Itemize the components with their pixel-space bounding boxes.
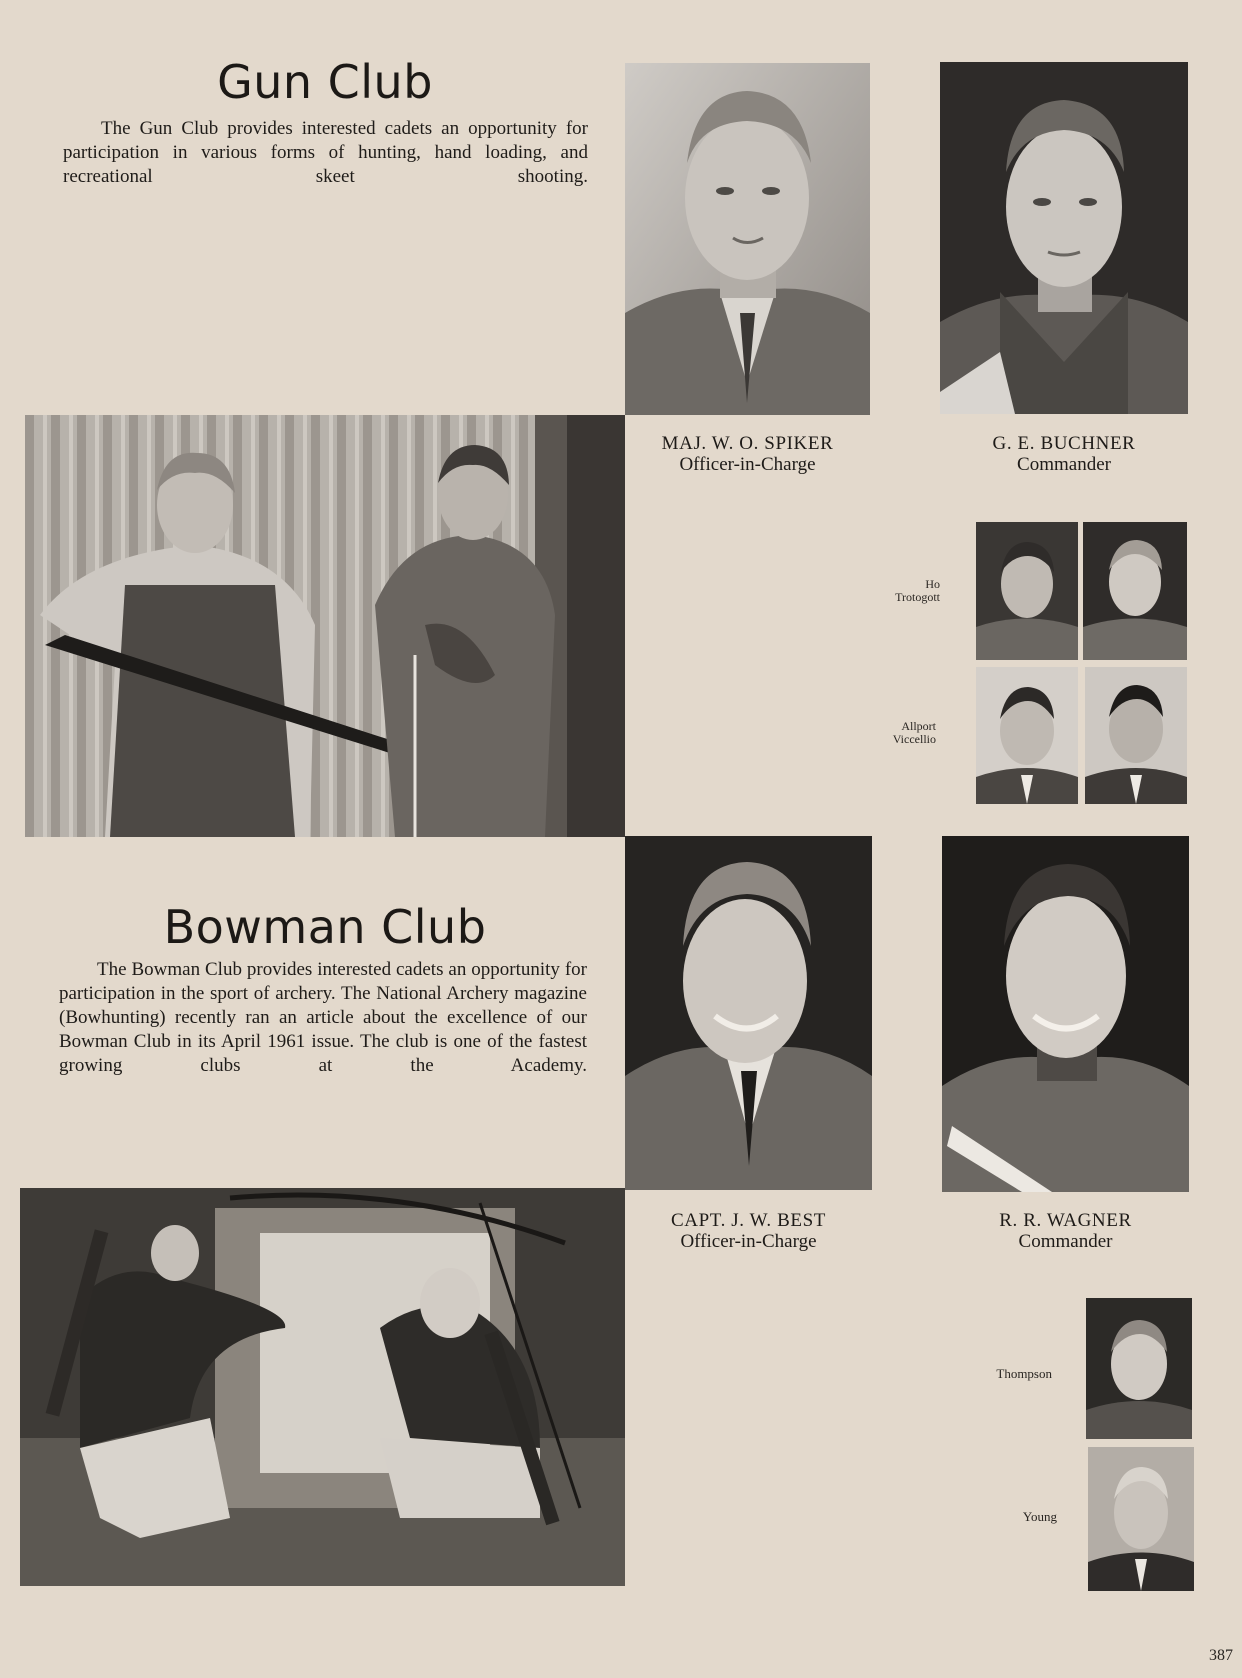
- bowman-club-title: Bowman Club: [163, 900, 487, 954]
- best-name: CAPT. J. W. BEST: [671, 1210, 826, 1231]
- bowman-club-photo: [20, 1188, 625, 1586]
- buchner-name: G. E. BUCHNER: [992, 433, 1136, 454]
- buchner-portrait: [940, 62, 1188, 414]
- spiker-caption: [625, 433, 870, 475]
- member-name-thompson: Thompson: [996, 1366, 1052, 1381]
- wagner-role: Commander: [1018, 1231, 1113, 1252]
- buchner-role: Commander: [1017, 454, 1111, 475]
- member-names-row1: [820, 578, 940, 604]
- trotogott-portrait: [1083, 522, 1187, 660]
- ho-portrait: [976, 522, 1078, 660]
- best-role: Officer-in-Charge: [680, 1231, 817, 1252]
- member-name-trotogott: Trotogott: [895, 590, 940, 604]
- wagner-portrait: [942, 836, 1189, 1192]
- thompson-portrait: [1086, 1298, 1192, 1439]
- best-portrait: [625, 836, 872, 1190]
- allport-portrait: [976, 667, 1078, 804]
- member-name-young: Young: [1022, 1509, 1057, 1524]
- wagner-name: R. R. WAGNER: [999, 1210, 1132, 1231]
- page-number: 387: [1209, 1647, 1233, 1664]
- spiker-name: MAJ. W. O. SPIKER: [661, 433, 834, 454]
- member-name-allport: Allport: [901, 719, 936, 733]
- gun-club-photo: [25, 415, 625, 837]
- best-caption: [625, 1210, 872, 1252]
- spiker-portrait: [625, 63, 870, 415]
- gun-club-title: Gun Club: [217, 55, 433, 109]
- member-name-ho: Ho: [925, 577, 940, 591]
- buchner-caption: [940, 433, 1188, 475]
- bowman-club-description: The Bowman Club provides interested cadets an opportunity for participation in the sport of archery. The National Archery magazine (Bowhunting) recently ran an article about the excellence of our Bowman Club in its April 1961 issue. The club is one of the fastest growing clubs at the Academy.: [59, 959, 587, 1076]
- young-portrait: [1088, 1447, 1194, 1591]
- wagner-caption: [942, 1210, 1189, 1252]
- spiker-role: Officer-in-Charge: [679, 454, 816, 475]
- gun-club-description: The Gun Club provides interested cadets an opportunity for participation in various forms of hunting, hand loading, and recreational skeet shooting.: [63, 118, 588, 187]
- member-name-viccellio: Viccellio: [892, 732, 936, 746]
- member-names-row2: [820, 720, 936, 746]
- viccellio-portrait: [1085, 667, 1187, 804]
